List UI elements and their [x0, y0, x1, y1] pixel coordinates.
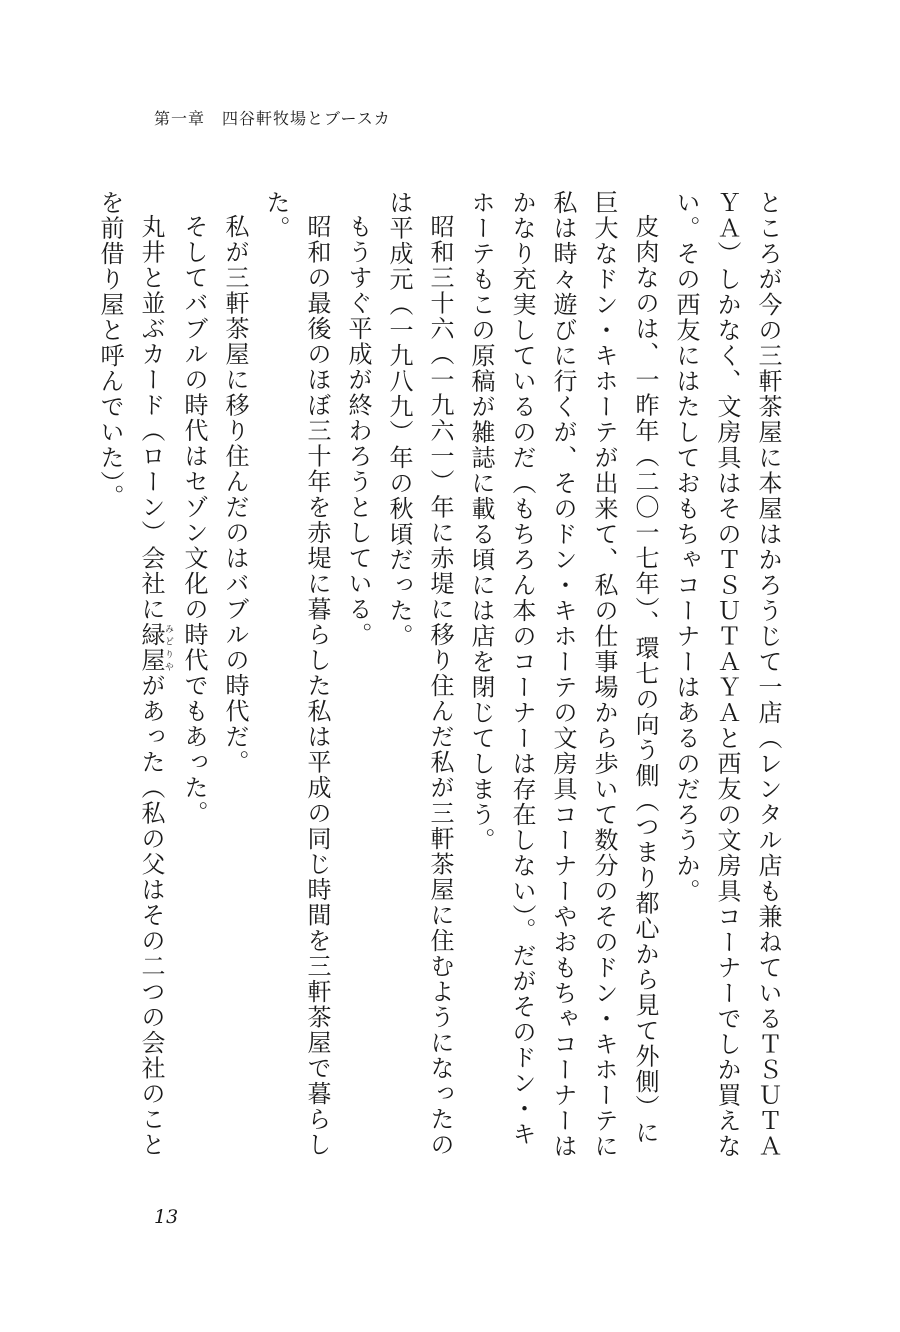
- ruby-base: 緑屋: [137, 622, 165, 673]
- paragraph-8: [89, 190, 173, 1170]
- paragraph-7: そしてバブルの時代はセゾン文化の時代でもあった。: [180, 214, 208, 826]
- paragraph-5: 昭和の最後のほぼ三十年を赤堤に暮らした私は平成の同じ時間を三軒茶屋で暮らした。: [262, 190, 331, 1158]
- ruby-midoriya: [137, 622, 173, 673]
- body-text: [96, 190, 788, 1170]
- paragraph-3: 昭和三十六（一九六一）年に赤堤に移り住んだ私が三軒茶屋に住むようになったのは平成元（一九八九）年の秋頃だった。: [385, 190, 454, 1158]
- paragraph-4: もうすぐ平成が終わろうとしている。: [344, 214, 372, 648]
- paragraph-1: ところが今の三軒茶屋に本屋はかろうじて一店（レンタル店も兼ねているＴＳＵＴＡＹＡ）しかなく、文房具はそのＴＳＵＴＡＹＡと西友の文房具コーナーでしか買えない。その西友にはたしておもちゃコーナーはあるのだろうか。: [672, 190, 782, 1159]
- page-number: 13: [154, 1206, 179, 1228]
- paragraph-6: 私が三軒茶屋に移り住んだのはバブルの時代だ。: [221, 214, 249, 775]
- running-header: 第一章 四谷軒牧場とブースカ: [154, 109, 391, 128]
- ruby-reading: みどりや: [163, 622, 173, 673]
- paragraph-2: 皮肉なのは、一昨年（二〇一七年）、環七の向う側（つまり都心から見て外側）に巨大なドン・キホーテが出来て、私の仕事場から歩いて数分のそのドン・キホーテに私は時々遊びに行くが、そのドン・キホーテの文房具コーナーやおもちゃコーナーはかなり充実しているのだ（もちろん本のコーナーは存在しない）。だがそのドン・キホーテもこの原稿が雑誌に載る頃には店を閉じてしまう。: [467, 190, 659, 1159]
- paragraph-8-part-1: 丸井と並ぶカード（ローン）会社に: [137, 214, 165, 622]
- paragraph-8-part-2: があった（私の父はその二つの会社のことを前借り屋と呼んでいた）。: [96, 190, 165, 1158]
